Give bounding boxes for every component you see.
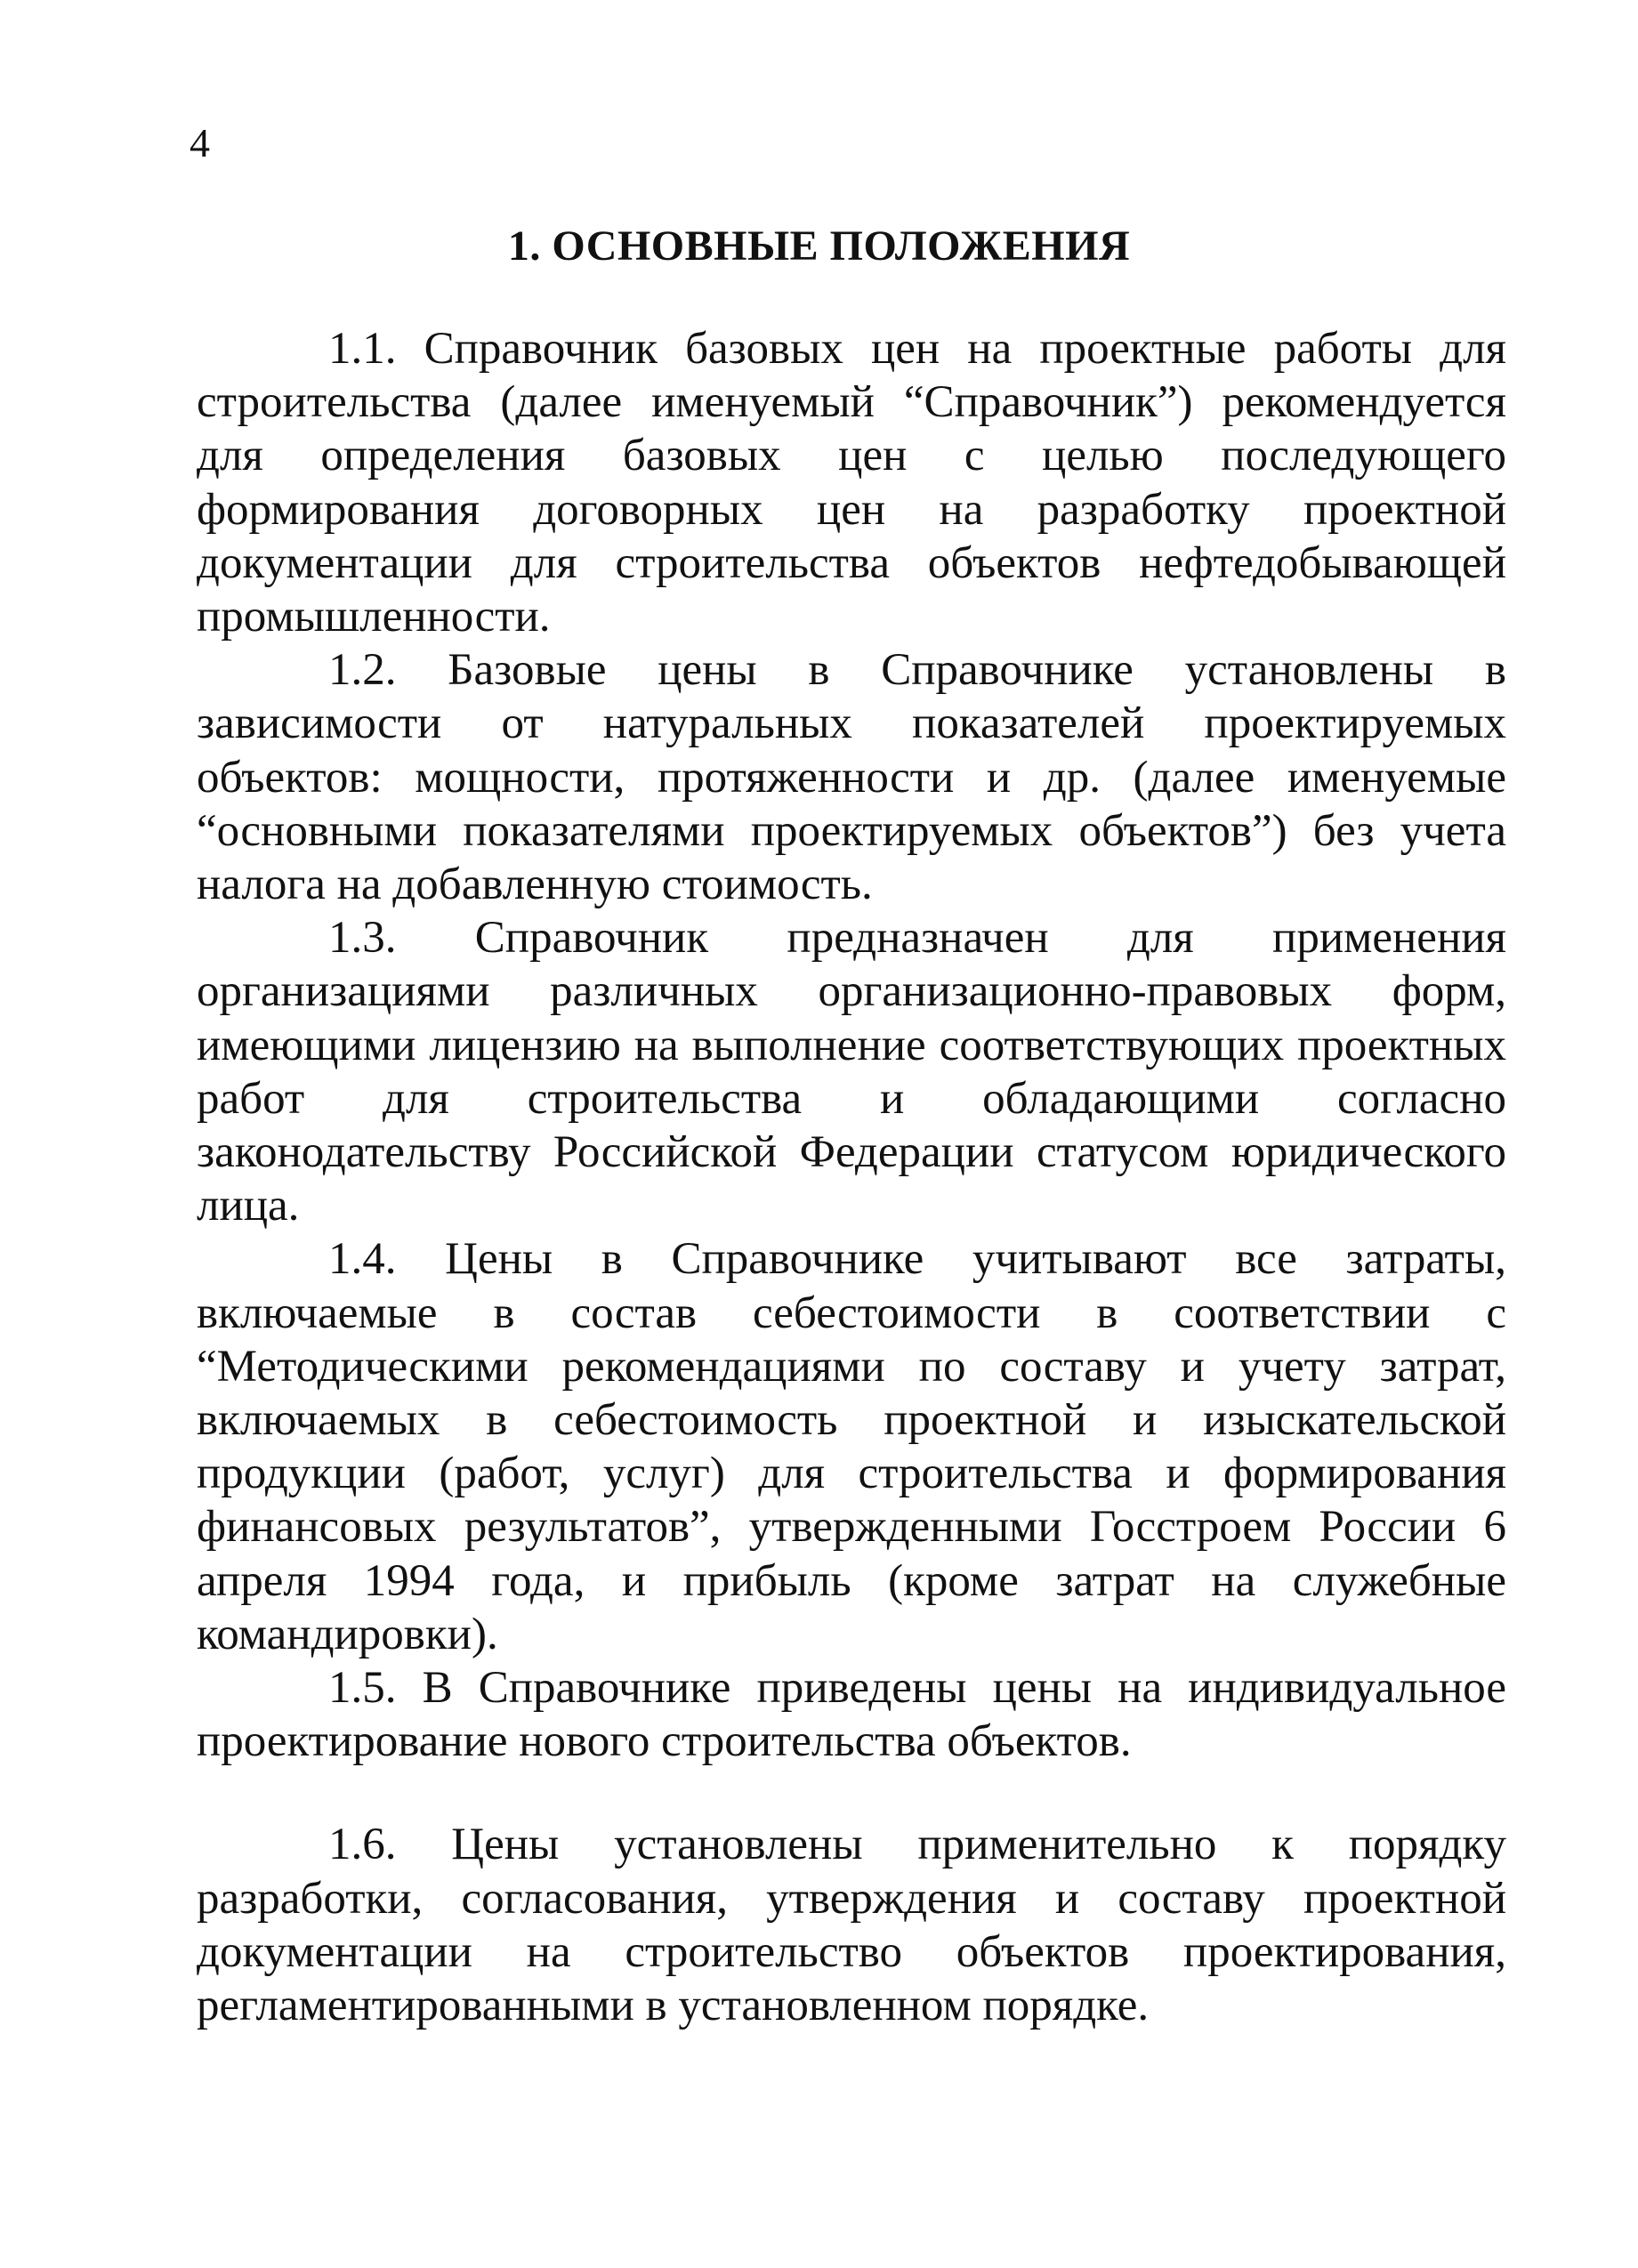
- page-number: 4: [190, 120, 210, 165]
- paragraph-1-5: 1.5. В Справочнике приведены цены на индивидуальное проектирование нового строительства объектов.: [197, 1663, 1506, 1767]
- section-heading: 1. ОСНОВНЫЕ ПОЛОЖЕНИЯ: [507, 222, 1131, 270]
- paragraph-1-1: 1.1. Справочник базовых цен на проектные работы для строительства (далее именуемый “Справочник”) рекомендуется для определения базовых цен с целью последующего формирования договорных цен на разработку проектной документации для строительства объектов нефтедобывающей промышленности.: [197, 324, 1506, 642]
- paragraph-1-2: 1.2. Базовые цены в Справочнике установлены в зависимости от натуральных показателей проектируемых объектов: мощности, протяженности и др. (далее именуемые “основными показателями проектируемых объектов”) без учета налога на добавленную стоимость.: [197, 645, 1506, 910]
- section-body: [197, 322, 1506, 2032]
- paragraph-1-3: 1.3. Справочник предназначен для применения организациями различных организационно-правовых форм, имеющими лицензию на выполнение соответствующих проектных работ для строительства и обладающими согласно законодательству Российской Федерации статусом юридического лица.: [197, 913, 1506, 1231]
- paragraph-1-6: 1.6. Цены установлены применительно к порядку разработки, согласования, утверждения и составу проектной документации на строительство объектов проектирования, регламентированными в установленном порядке.: [197, 1820, 1506, 2031]
- paragraph-1-4: 1.4. Цены в Справочнике учитывают все затраты, включаемые в состав себестоимости в соответствии с “Методическими рекомендациями по составу и учету затрат, включаемых в себестоимость проектной и изыскательской продукции (работ, услуг) для строительства и формирования финансовых результатов”, утвержденными Госстроем России 6 апреля 1994 года, и прибыль (кроме затрат на служебные командировки).: [197, 1234, 1506, 1659]
